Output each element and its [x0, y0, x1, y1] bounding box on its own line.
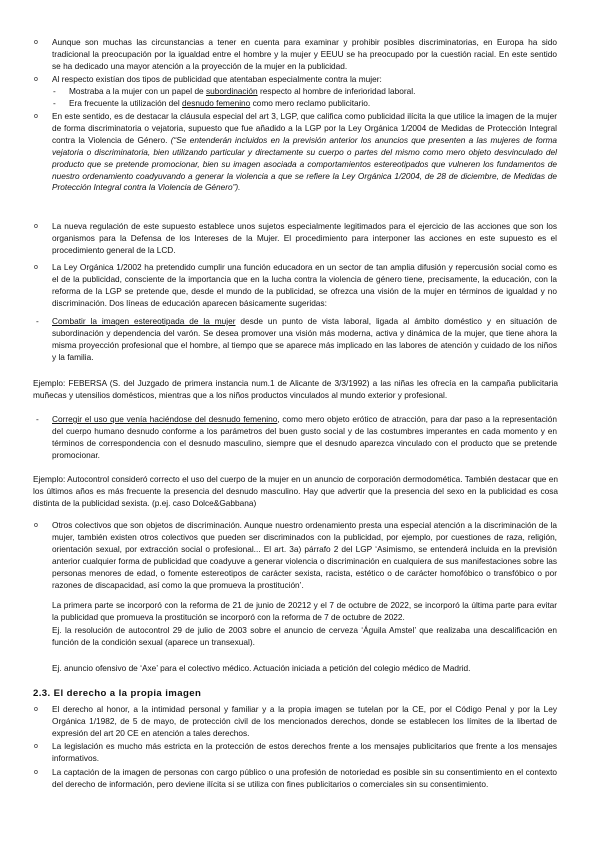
paragraph-text: La Ley Orgánica 1/2002 ha pretendido cumplir una función educadora en un sector de tan amplia difusión y repercusión social como es el de la publicidad, consciente de la importancia que en la lucha contra la violencia de género tiene, precisamente, la educación, con la reforma de la LGP se pretende que, desde el mundo de la publicidad, se ofrezca una visión de la mujer en términos de igualdad y no discriminación. Dos líneas de educación aparecen básicamente sugeridas:	[52, 262, 557, 308]
underlined-term: Corregir el uso que venía haciéndose del desnudo femenino	[52, 414, 278, 424]
underlined-term: desnudo femenino	[182, 98, 251, 108]
legal-quote: (“Se entenderán incluidos en la previsión anterior los anuncios que presenten a las mujeres de forma vejatoria o discriminatoria, bien utilizando particular y directamente su cuerpo o partes del mismo como mero objeto desvinculado del producto que se pretende promocionar, bien su imagen asociada a comportamientos estereotipados que vulneren los fundamentos de nuestro ordenamiento coadyuvando a generar la violencia a que se refiere la Ley Orgánica 1/2004, de 28 de diciembre, de Medidas de Protección Integral contra la Violencia de Género”).	[52, 134, 557, 193]
paragraph-3: o En este sentido, es de destacar la cláusula especial del art 3, LGP, que califica como publicidad ilícita la que utilice la imagen de la mujer de forma discriminatoria o vejatoria, supuesto que fue añadido a la LGP por la Ley Orgánica 1/2004 de Medidas de Protección Integral contra la Violencia de Género. (“Se entenderán incluidos en la previsión anterior los anuncios que presenten a las mujeres de forma vejatoria o discriminatoria, bien utilizando particular y directamente su cuerpo o partes del mismo como mero objeto desvinculado del producto que se pretende promocionar, bien su imagen asociada a comportamientos estereotipados que vulneren los fundamentos de nuestro ordenamiento coadyuvando a generar la violencia a que se refiere la Ley Orgánica 1/2004, de 28 de diciembre, de Medidas de Protección Integral contra la Violencia de Género”).	[34, 111, 557, 193]
paragraph-6: - Corregir el uso que venía haciéndose del desnudo femenino, como mero objeto erótico de atracción, para dar paso a la representación del cuerpo humano desnudo conforme a los parámetros del buen gusto social y de las costumbres imperantes en cada momento y en términos de correspondencia con el desnudo masculino, siempre que el desnudo aparezca vinculado con el producto que se pretende promocionar.	[36, 414, 557, 460]
bullet-marker: o	[34, 706, 38, 713]
paragraph-5	[34, 262, 557, 310]
section-heading: 2.3. El derecho a la propia imagen	[33, 688, 202, 699]
dash-marker: -	[53, 86, 56, 96]
paragraph-text: Aunque son muchas las circunstancias a tener en cuenta para examinar y prohibir posibles discriminatorias, en Europa ha sido tradicional la preocupación por la igualdad entre el hombre y la mujer y EEUU se ha preocupado por la cuestión racial. En este sentido se ha dedicado una mayor atención a la proyección de la mujer en la publicidad.	[52, 37, 557, 71]
paragraph-text: La primera parte se incorporó con la reforma de 21 de junio de 20212 y el 7 de octubre de 2022, se incorporó la última parte para evitar la publicidad que promueva la prostitución se incorporó con la reforma de 7 de octubre de 2022.	[52, 600, 557, 622]
paragraph-7c	[52, 625, 557, 649]
paragraph-text: La captación de la imagen de personas con cargo público o una profesión de notoriedad es posible sin su consentimiento en el contexto del derecho de información, pero deviene ilícita si se utiliza con fines publicitarios o comerciales sin su consentimiento.	[52, 767, 557, 789]
bullet-marker: o	[34, 76, 38, 83]
paragraph-10	[34, 767, 557, 791]
underlined-term: Combatir la imagen estereotipada de la mujer	[52, 316, 236, 326]
paragraph-7d	[52, 663, 557, 675]
bullet-marker: o	[34, 522, 38, 529]
example-text: Ejemplo: Autocontrol consideró correcto el uso del cuerpo de la mujer en un anuncio de corporación dermodomética. También destacar que en los últimos años es más frecuente la presencia del desnudo masculino. Hay que advertir que la presencia del sexo en la publicidad es cosa distinta de la publicidad sexista. (p.ej. caso Dolce&Gabbana)	[33, 474, 558, 508]
paragraph-5a: - Combatir la imagen estereotipada de la mujer desde un punto de vista laboral, ligada al ámbito doméstico y en situación de subordinación y dependencia del varón. Se desea promover una visión más moderna, activa y dinámica de la mujer, que tiene ahora la misma proyección profesional que el hombre, al tiempo que se aparece más implicado en las labores de atención y cuidado de los niños y la familia.	[36, 316, 557, 362]
sub-item-nudity: - Era frecuente la utilización del desnudo femenino como mero reclamo publicitario.	[53, 98, 371, 108]
paragraph-text: La nueva regulación de este supuesto establece unos sujetos especialmente legitimados para el ejercicio de las acciones que son los organismos para la Defensa de los Intereses de la Mujer. El procedimiento para interponer las acciones en este supuesto es el procedimiento general de la LCD.	[52, 221, 557, 255]
bullet-marker: o	[34, 743, 38, 750]
example-2	[33, 474, 558, 510]
bullet-marker: o	[34, 769, 38, 776]
dash-marker: -	[53, 98, 56, 108]
bullet-marker: o	[34, 113, 38, 120]
paragraph-7	[34, 520, 557, 591]
paragraph-7b	[52, 600, 557, 624]
example-text: Ejemplo: FEBERSA (S. del Juzgado de primera instancia num.1 de Alicante de 3/3/1992) a las niñas les ofrecía en la campaña publicitaria muñecas y utensilios domésticos, mientras que a los niños productos vinculados al mundo exterior y profesional.	[33, 378, 558, 400]
bullet-marker: o	[34, 39, 38, 46]
paragraph-4	[34, 221, 557, 257]
paragraph-text: La legislación es mucho más estricta en la protección de estos derechos frente a los mensajes publicitarios que frente a los mensajes informativos.	[52, 741, 557, 763]
dash-marker: -	[36, 414, 39, 424]
paragraph-2	[34, 74, 557, 86]
paragraph-text: Al respecto existían dos tipos de publicidad que atentaban especialmente contra la mujer:	[52, 74, 382, 84]
paragraph-1	[34, 37, 557, 73]
underlined-term: subordinación	[205, 86, 258, 96]
paragraph-text: Ej. anuncio ofensivo de ‘Axe’ para el colectivo médico. Actuación iniciada a petición del colegio médico de Madrid.	[52, 663, 471, 673]
example-1	[33, 378, 558, 402]
bullet-marker: o	[34, 223, 38, 230]
bullet-marker: o	[34, 264, 38, 271]
sub-item-subordination: - Mostraba a la mujer con un papel de subordinación respecto al hombre de inferioridad laboral.	[53, 86, 416, 96]
paragraph-text: Ej. la resolución de autocontrol 29 de julio de 2003 sobre el anuncio de cerveza ‘Águila Amstel’ que realizaba una descalificación en función de la condición sexual (aparece un transexual).	[52, 625, 557, 647]
paragraph-text: Otros colectivos que son objetos de discriminación. Aunque nuestro ordenamiento presta una especial atención a la discriminación de la mujer, también existen otros colectivos que pueden ser discriminados con la publicidad, por ejemplo, por cuestiones de raza, religión, orientación sexual, por extracción social o profesional... El art. 3a) párrafo 2 del LGP ‘Asimismo, se entenderá incluida en la previsión anterior cualquier forma de publicidad que coadyuve a generar violencia o discriminación en cualquiera de sus manifestaciones sobre las personas menores de edad, o fomente estereotipos de carácter sexista, racista, estético o de carácter homofóbico o transfóbico o por razones de discapacidad, así como la que promueva la prostitución’.	[52, 520, 557, 590]
paragraph-text: El derecho al honor, a la intimidad personal y familiar y a la propia imagen se tutelan por la CE, por el Código Penal y por la Ley Orgánica 1/1982, de 5 de mayo, de protección civil de los mencionados derechos, donde se establecen los límites de la libertad de expresión del art 20 CE en atención a tales derechos.	[52, 704, 557, 738]
dash-marker: -	[36, 316, 39, 326]
paragraph-9	[34, 741, 557, 765]
paragraph-8	[34, 704, 557, 740]
